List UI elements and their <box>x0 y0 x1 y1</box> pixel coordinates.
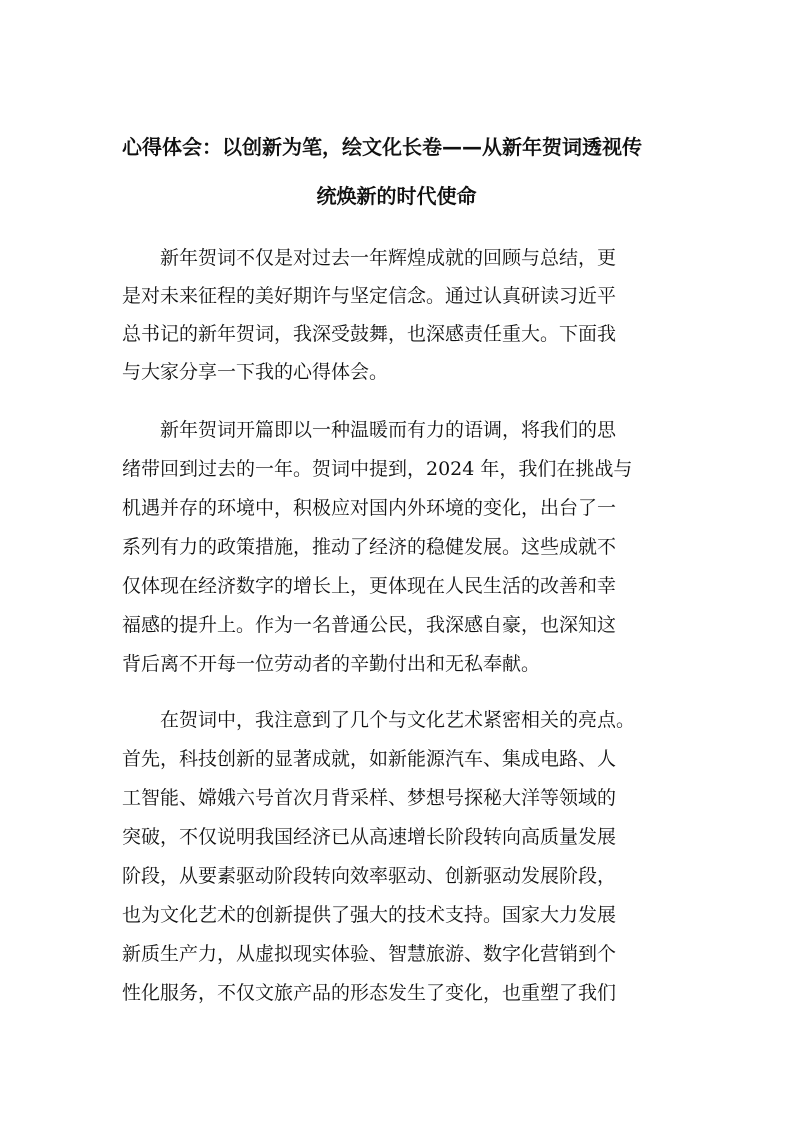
body-line: 绪带回到过去的一年。贺词中提到，2024 年，我们在挑战与 <box>122 458 633 480</box>
body-line: 机遇并存的环境中，积极应对国内外环境的变化，出台了一 <box>122 497 617 519</box>
body-line: 在贺词中，我注意到了几个与文化艺术紧密相关的亮点。 <box>122 709 636 731</box>
document-title-line-1: 心得体会：以创新为笔，绘文化长卷——从新年贺词透视传 <box>122 135 642 159</box>
body-line: 福感的提升上。作为一名普通公民，我深感自豪，也深知这 <box>122 614 617 636</box>
body-line: 工智能、嫦娥六号首次月背采样、梦想号探秘大洋等领域的 <box>122 787 617 809</box>
body-line: 首先，科技创新的显著成就，如新能源汽车、集成电路、人 <box>122 748 617 770</box>
document-title-line-2: 统焕新的时代使命 <box>316 184 477 208</box>
body-line: 新年贺词开篇即以一种温暖而有力的语调，将我们的思 <box>122 419 617 441</box>
body-line: 仅体现在经济数字的增长上，更体现在人民生活的改善和幸 <box>122 575 617 597</box>
body-line: 背后离不开每一位劳动者的辛勤付出和无私奉献。 <box>122 653 541 675</box>
body-line: 新年贺词不仅是对过去一年辉煌成就的回顾与总结，更 <box>122 247 617 269</box>
body-line: 系列有力的政策措施，推动了经济的稳健发展。这些成就不 <box>122 536 617 558</box>
body-line: 性化服务，不仅文旅产品的形态发生了变化，也重塑了我们 <box>122 982 617 1004</box>
body-line: 新质生产力，从虚拟现实体验、智慧旅游、数字化营销到个 <box>122 943 617 965</box>
body-line: 也为文化艺术的创新提供了强大的技术支持。国家大力发展 <box>122 904 617 926</box>
body-line: 突破，不仅说明我国经济已从高速增长阶段转向高质量发展 <box>122 826 617 848</box>
body-line: 阶段，从要素驱动阶段转向效率驱动、创新驱动发展阶段， <box>122 865 617 887</box>
body-line: 总书记的新年贺词，我深受鼓舞，也深感责任重大。下面我 <box>122 323 617 345</box>
body-line: 是对未来征程的美好期许与坚定信念。通过认真研读习近平 <box>122 285 617 307</box>
body-line: 与大家分享一下我的心得体会。 <box>122 361 389 383</box>
